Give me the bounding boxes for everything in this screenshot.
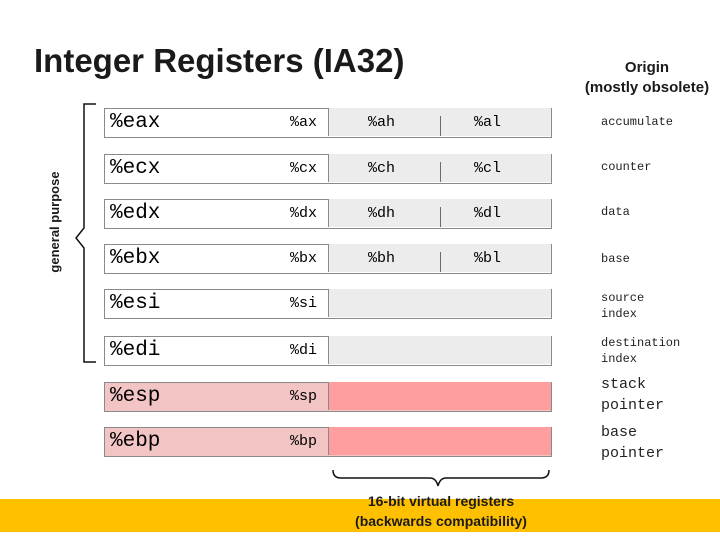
origin-note-line: pointer [601,397,665,414]
origin-note-esp [601,374,664,416]
origin-header-line-2: (mostly obsolete) [584,79,710,96]
origin-note-ecx [601,159,651,175]
register-32bit-name: %esp [110,385,161,408]
slide-title: Integer Registers (IA32) [34,42,405,79]
register-box-16bit [328,154,551,182]
register-32bit-name: %edx [110,202,161,225]
origin-note-line: base [601,424,638,441]
sixteen-bit-label-line-1: 16-bit virtual registers [367,493,515,509]
register-32bit-name: %ebx [110,247,161,270]
register-16bit-name: %cx [290,160,318,177]
byte-divider [440,207,441,227]
origin-note-edx [601,204,630,220]
origin-note-line: index [601,352,638,366]
register-box-16bit [328,244,551,272]
register-16bit-name: %bx [290,250,318,267]
origin-note-line: stack [601,376,647,393]
register-row-esp [104,382,552,412]
register-box-16bit [328,199,551,227]
origin-note-esi [601,290,644,322]
origin-note-line: data [601,205,630,219]
register-16bit-name: %si [290,295,318,312]
origin-note-line: base [601,252,630,266]
register-box-16bit [328,427,551,455]
register-row-esi [104,289,552,319]
register-low-byte-name: %dl [474,205,502,222]
sixteen-bit-label-line-2: (backwards compatibility) [355,513,527,529]
register-high-byte-name: %ch [368,160,396,177]
register-high-byte-name: %dh [368,205,396,222]
register-box-16bit [328,108,551,136]
byte-divider [440,162,441,182]
register-low-byte-name: %bl [474,250,502,267]
register-row-edx [104,199,552,229]
origin-note-eax [601,114,673,130]
register-32bit-name: %ebp [110,430,161,453]
origin-note-edi [601,335,680,367]
register-high-byte-name: %bh [368,250,396,267]
register-row-ebp [104,427,552,457]
register-32bit-name: %esi [110,292,161,315]
register-low-byte-name: %al [474,114,502,131]
origin-note-line: accumulate [601,115,674,129]
general-purpose-label: general purpose [47,171,62,273]
sixteen-bit-brace [333,470,549,486]
register-box-16bit [328,336,551,364]
origin-note-ebp [601,422,664,464]
origin-header-line-1: Origin [624,59,670,76]
byte-divider [440,116,441,136]
origin-note-line: index [601,307,638,321]
register-16bit-name: %di [290,342,318,359]
register-high-byte-name: %ah [368,114,396,131]
register-16bit-name: %dx [290,205,318,222]
general-purpose-brace [76,104,96,362]
register-low-byte-name: %cl [474,160,502,177]
register-32bit-name: %ecx [110,157,161,180]
register-box-16bit [328,289,551,317]
register-row-edi [104,336,552,366]
origin-note-line: pointer [601,445,665,462]
origin-note-line: source [601,291,645,305]
origin-note-ebx [601,251,630,267]
register-row-ebx [104,244,552,274]
register-row-eax [104,108,552,138]
register-16bit-name: %sp [290,388,318,405]
register-32bit-name: %eax [110,111,161,134]
register-32bit-name: %edi [110,339,161,362]
register-box-16bit [328,382,551,410]
register-16bit-name: %bp [290,433,318,450]
byte-divider [440,252,441,272]
sixteen-bit-label [338,491,544,531]
register-16bit-name: %ax [290,114,318,131]
origin-note-line: destination [601,336,681,350]
origin-note-line: counter [601,160,652,174]
register-row-ecx [104,154,552,184]
